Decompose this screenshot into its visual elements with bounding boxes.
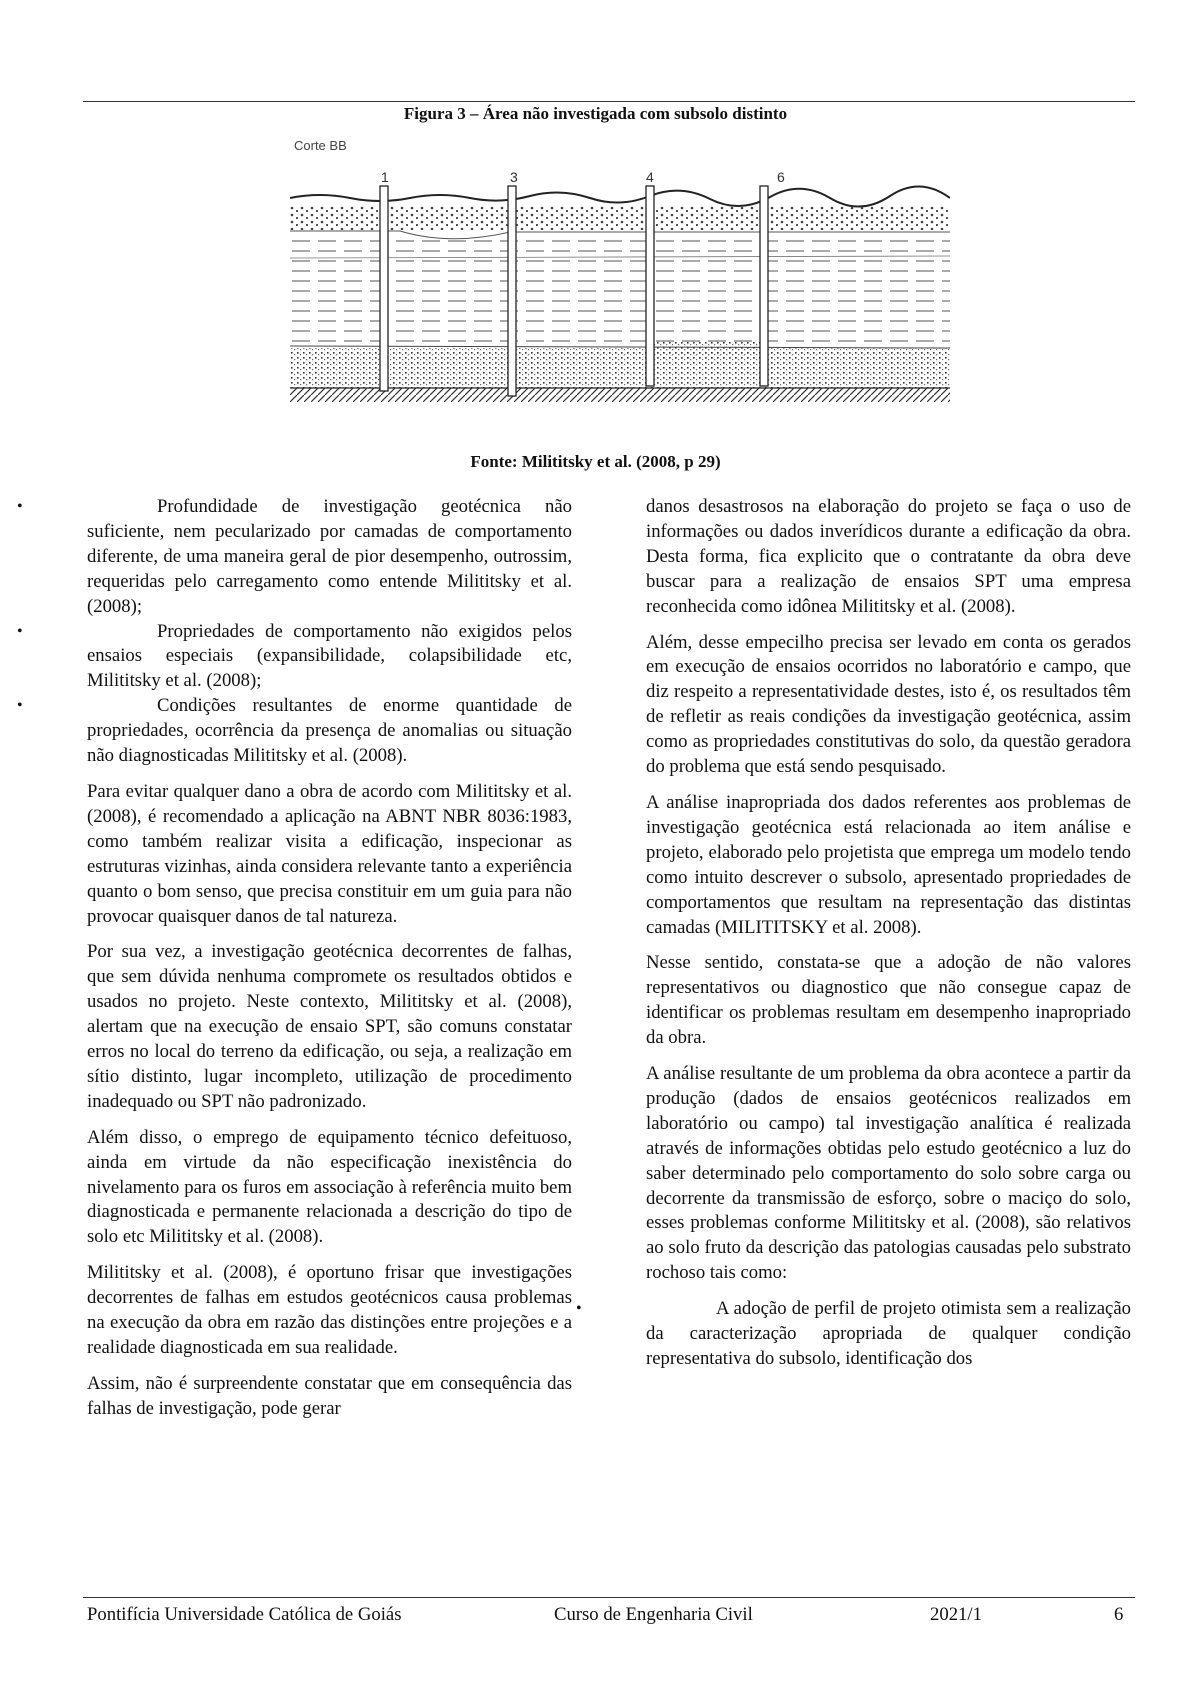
borehole-3 bbox=[508, 186, 516, 396]
soil-profile-figure bbox=[290, 136, 950, 436]
footer-year: 2021/1 bbox=[930, 1604, 982, 1625]
borehole-6 bbox=[760, 186, 768, 386]
borehole-label-3: 3 bbox=[510, 169, 518, 185]
borehole-1 bbox=[380, 186, 388, 391]
soil-profile-drawing bbox=[290, 136, 950, 436]
paragraph: Assim, não é surpreendente constatar que em consequência das falhas de investigação, pode gerar bbox=[87, 1372, 572, 1419]
section-label: Corte BB bbox=[294, 138, 347, 153]
page-number: 6 bbox=[1114, 1604, 1124, 1625]
borehole-label-6: 6 bbox=[777, 169, 785, 185]
paragraph: Por sua vez, a investigação geotécnica decorrentes de falhas, que sem dúvida nenhuma compromete os resultados obtidos e usados no projeto. Neste contexto, Milititsky et al. (2008), alertam que na execução de ensaio SPT, são comuns constatar erros no local do terreno da edificação, ou seja, a realização em sítio distinto, lugar incompleto, utilização de procedimento inadequado ou SPT não padronizado. bbox=[87, 941, 572, 1112]
list-item: • Propriedades de comportamento não exigidos pelos ensaios especiais (expansibilidade, colapsibilidade etc, Milititsky et al. (2008); bbox=[87, 620, 572, 695]
borehole-label-4: 4 bbox=[646, 169, 654, 185]
footer-rule bbox=[83, 1597, 1135, 1598]
paragraph: Milititsky et al. (2008), é oportuno frisar que investigações decorrentes de falhas em estudos geotécnicos causa problemas na execução da obra em razão das distinções entre projeções e a realidade diagnosticada em sua realidade. bbox=[87, 1262, 572, 1358]
list-item: • Profundidade de investigação geotécnica não suficiente, nem pecularizado por camadas de comportamento diferente, de uma maneira geral de pior desempenho, outrossim, requeridas pelo carregamento como entende Milititsky et al. (2008); bbox=[87, 495, 572, 620]
left-bullet-list bbox=[87, 495, 572, 769]
right-bullet-list bbox=[646, 1297, 1131, 1372]
paragraph: danos desastrosos na elaboração do projeto se faça o uso de informações ou dados inverídicos durante a edificação da obra. Desta forma, fica explicito que o contratante da obra deve buscar para a realização de ensaios SPT uma empresa reconhecida como idônea Milititsky et al. (2008). bbox=[646, 496, 1131, 617]
paragraph: Além disso, o emprego de equipamento técnico defeituoso, ainda em virtude da não especificação inexistência do nivelamento para os furos em associação à referência muito bem diagnosticada e permanente relacionada a descrição do tipo de solo etc Milititsky et al. (2008). bbox=[87, 1126, 572, 1248]
left-column bbox=[87, 495, 572, 1433]
footer-institution: Pontifícia Universidade Católica de Goiás bbox=[87, 1604, 402, 1625]
paragraph: Nesse sentido, constata-se que a adoção de não valores representativos ou diagnostico que não consegue capaz de identificar os problemas resultam em desempenho inapropriado da obra. bbox=[646, 952, 1131, 1049]
right-column bbox=[646, 495, 1131, 1383]
figure-source: Fonte: Milititsky et al. (2008, p 29) bbox=[470, 452, 721, 471]
list-item: • Condições resultantes de enorme quantidade de propriedades, ocorrência da presença de anomalias ou situação não diagnosticadas Milititsky et al. (2008). bbox=[87, 694, 572, 769]
paragraph: A análise resultante de um problema da obra acontece a partir da produção (dados de ensaios geotécnicos realizados em laboratório ou campo) tal investigação analítica é realizada através de informações obtidas pelo estudo geotécnico a luz do saber determinado pelo comportamento do solo sobre carga ou decorrente da transmissão de esforço, sobre o maciço do solo, esses problemas conforme Milititsky et al. (2008), são relativos ao solo fruto da descrição das patologias causadas pelo substrato rochoso tais como: bbox=[646, 1063, 1131, 1284]
list-item: • A adoção de perfil de projeto otimista sem a realização da caracterização apropriada de qualquer condição representativa do subsolo, identificação dos bbox=[646, 1297, 1131, 1372]
header-rule bbox=[83, 101, 1135, 102]
footer-course: Curso de Engenharia Civil bbox=[554, 1604, 753, 1625]
paragraph: Além, desse empecilho precisa ser levado em conta os gerados em execução de ensaios ocorridos no laboratório e campo, que diz respeito a representatividade destes, isto é, os resultados têm de refletir as reais condições da investigação geotécnica, assim como as propriedades constitutivas do solo, da questão geradora do problema que está sendo pesquisado. bbox=[646, 631, 1131, 778]
borehole-label-1: 1 bbox=[381, 169, 389, 185]
borehole-4 bbox=[646, 186, 654, 386]
figure-title: Figura 3 – Área não investigada com subsolo distinto bbox=[403, 104, 788, 123]
paragraph: A análise inapropriada dos dados referentes aos problemas de investigação geotécnica está relacionada ao item análise e projeto, elaborado pelo projetista que emprega um modelo tendo como intuito descrever o subsolo, apresentado propriedades de comportamentos que resultam na representação das distintas camadas (MILITITSKY et al. 2008). bbox=[646, 791, 1131, 938]
paragraph: Para evitar qualquer dano a obra de acordo com Milititsky et al. (2008), é recomendado a aplicação na ABNT NBR 8036:1983, como também realizar visita a edificação, inspecionar as estruturas vizinhas, ainda considera relevante tanto a experiência quanto o bom senso, que precisa constituir em um guia para não provocar quaisquer danos de tal natureza. bbox=[87, 780, 572, 927]
